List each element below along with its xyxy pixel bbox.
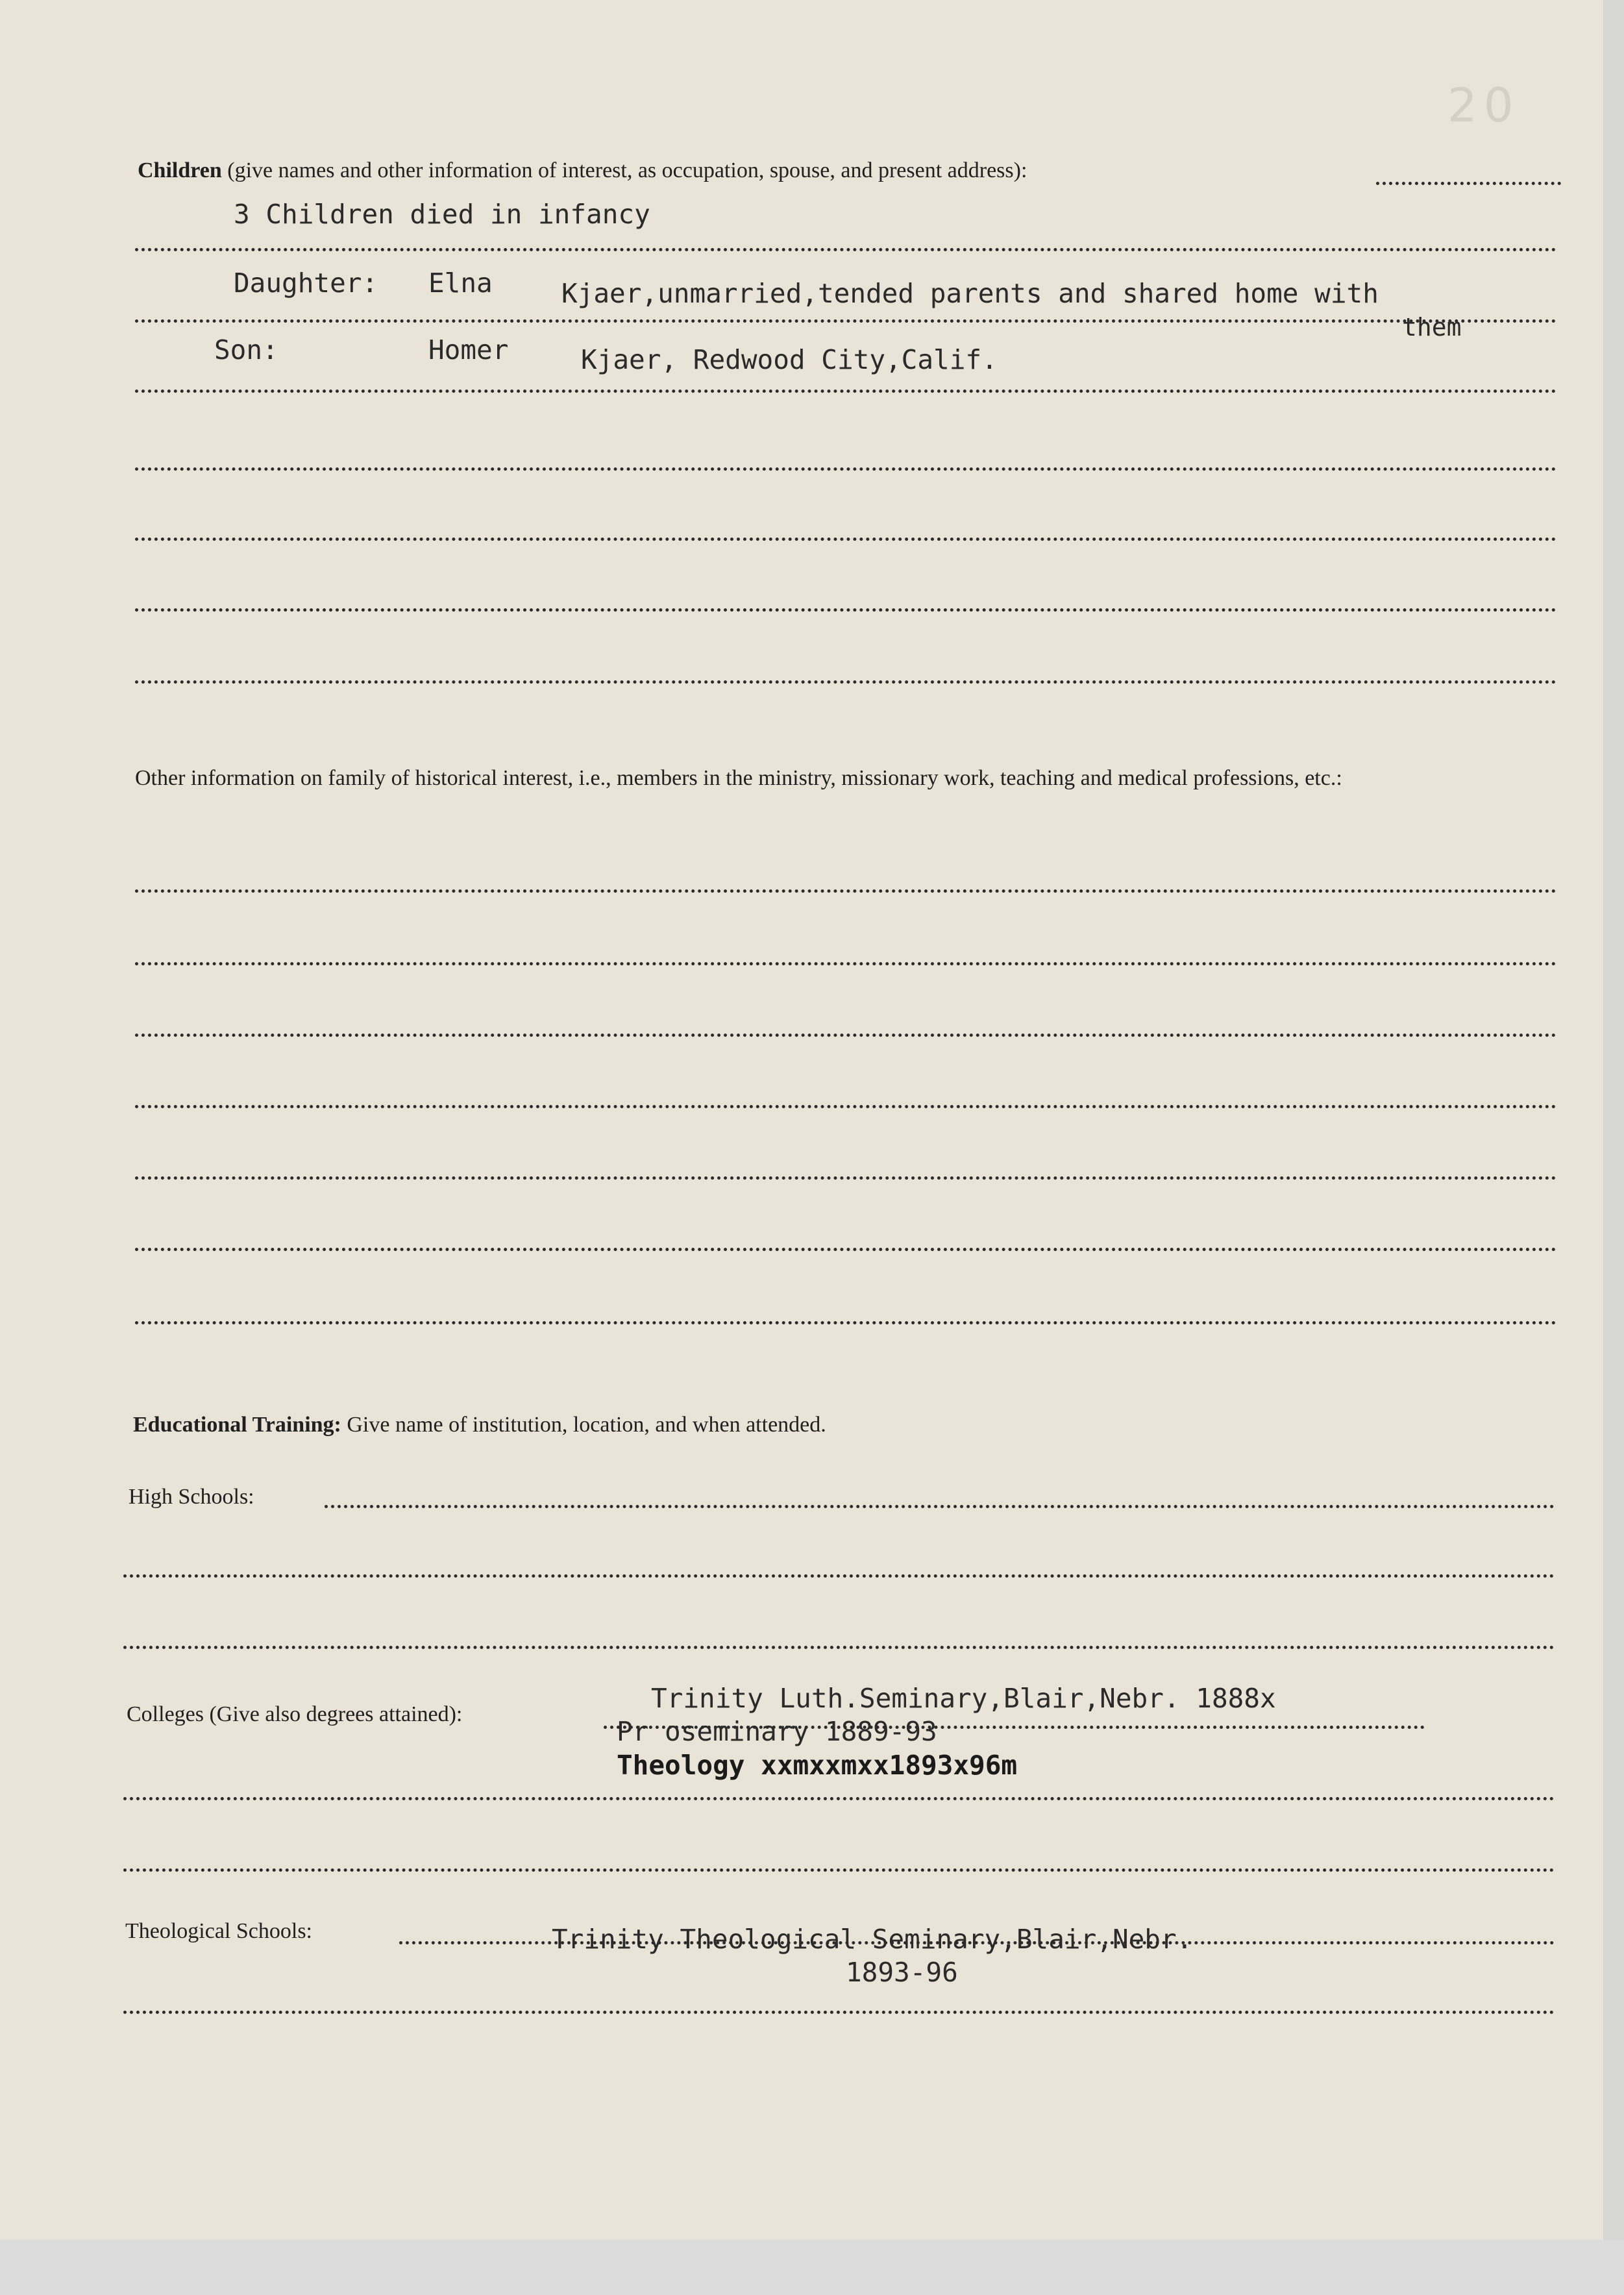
theological-schools-label: Theological Schools: — [125, 1919, 313, 1943]
dotted-line — [135, 1321, 1556, 1324]
education-heading: Educational Training: — [133, 1413, 341, 1437]
daughter-first-name: Elna — [428, 267, 493, 299]
scan-margin-bottom — [0, 2240, 1624, 2295]
dotted-line — [135, 1034, 1556, 1037]
children-entry-infancy: 3 Children died in infancy — [234, 199, 650, 230]
family-info-instruction: Other information on family of historical interest, i.e., members in the ministry, missionary work, teaching and medical professions, etc.: — [135, 766, 1342, 790]
education-label-row — [133, 1406, 826, 1444]
colleges-entry-proseminary: Pr oseminary 1889-93 — [617, 1716, 937, 1747]
dotted-line — [325, 1505, 1555, 1508]
colleges-label: Colleges (Give also degrees attained): — [127, 1702, 463, 1726]
dotted-line — [135, 608, 1556, 612]
dotted-line — [135, 538, 1556, 541]
daughter-details: Kjaer,unmarried,tended parents and shared home with — [561, 278, 1379, 309]
children-heading: Children — [138, 158, 222, 182]
dotted-line — [135, 889, 1556, 893]
page-number: 20 — [1447, 78, 1520, 132]
dotted-line — [135, 319, 1556, 323]
dotted-line — [135, 248, 1556, 251]
colleges-entry-theology: Theology xxmxxmxx1893x96m — [617, 1750, 1018, 1781]
daughter-details-continued: them — [1402, 313, 1462, 341]
dotted-line — [123, 1797, 1555, 1800]
dotted-line — [135, 467, 1556, 471]
daughter-label: Daughter: — [234, 267, 378, 299]
scan-margin-right — [1603, 0, 1624, 2295]
dotted-line — [123, 1646, 1555, 1649]
son-first-name: Homer — [428, 334, 509, 366]
children-instruction: (give names and other information of interest, as occupation, spouse, and present address): — [227, 158, 1027, 182]
son-label: Son: — [214, 334, 278, 366]
son-details: Kjaer, Redwood City,Calif. — [581, 344, 998, 375]
dotted-line — [123, 1574, 1555, 1578]
children-label-row — [138, 152, 1027, 190]
dotted-line — [123, 1868, 1555, 1872]
dotted-line — [135, 1105, 1556, 1108]
dotted-line — [135, 1248, 1556, 1251]
dotted-line — [135, 962, 1556, 965]
colleges-entry-seminary: Trinity Luth.Seminary,Blair,Nebr. 1888x — [651, 1683, 1276, 1714]
education-instruction: Give name of institution, location, and when attended. — [347, 1413, 826, 1437]
high-schools-label: High Schools: — [129, 1485, 254, 1509]
dotted-line — [135, 680, 1556, 684]
dotted-line — [1376, 182, 1561, 185]
dotted-line — [123, 2011, 1555, 2014]
dotted-line — [135, 1176, 1556, 1180]
dotted-line — [135, 390, 1556, 393]
theological-entry-years: 1893-96 — [846, 1957, 958, 1988]
theological-entry-seminary: Trinity Theological Seminary,Blair,Nebr. — [552, 1924, 1193, 1955]
